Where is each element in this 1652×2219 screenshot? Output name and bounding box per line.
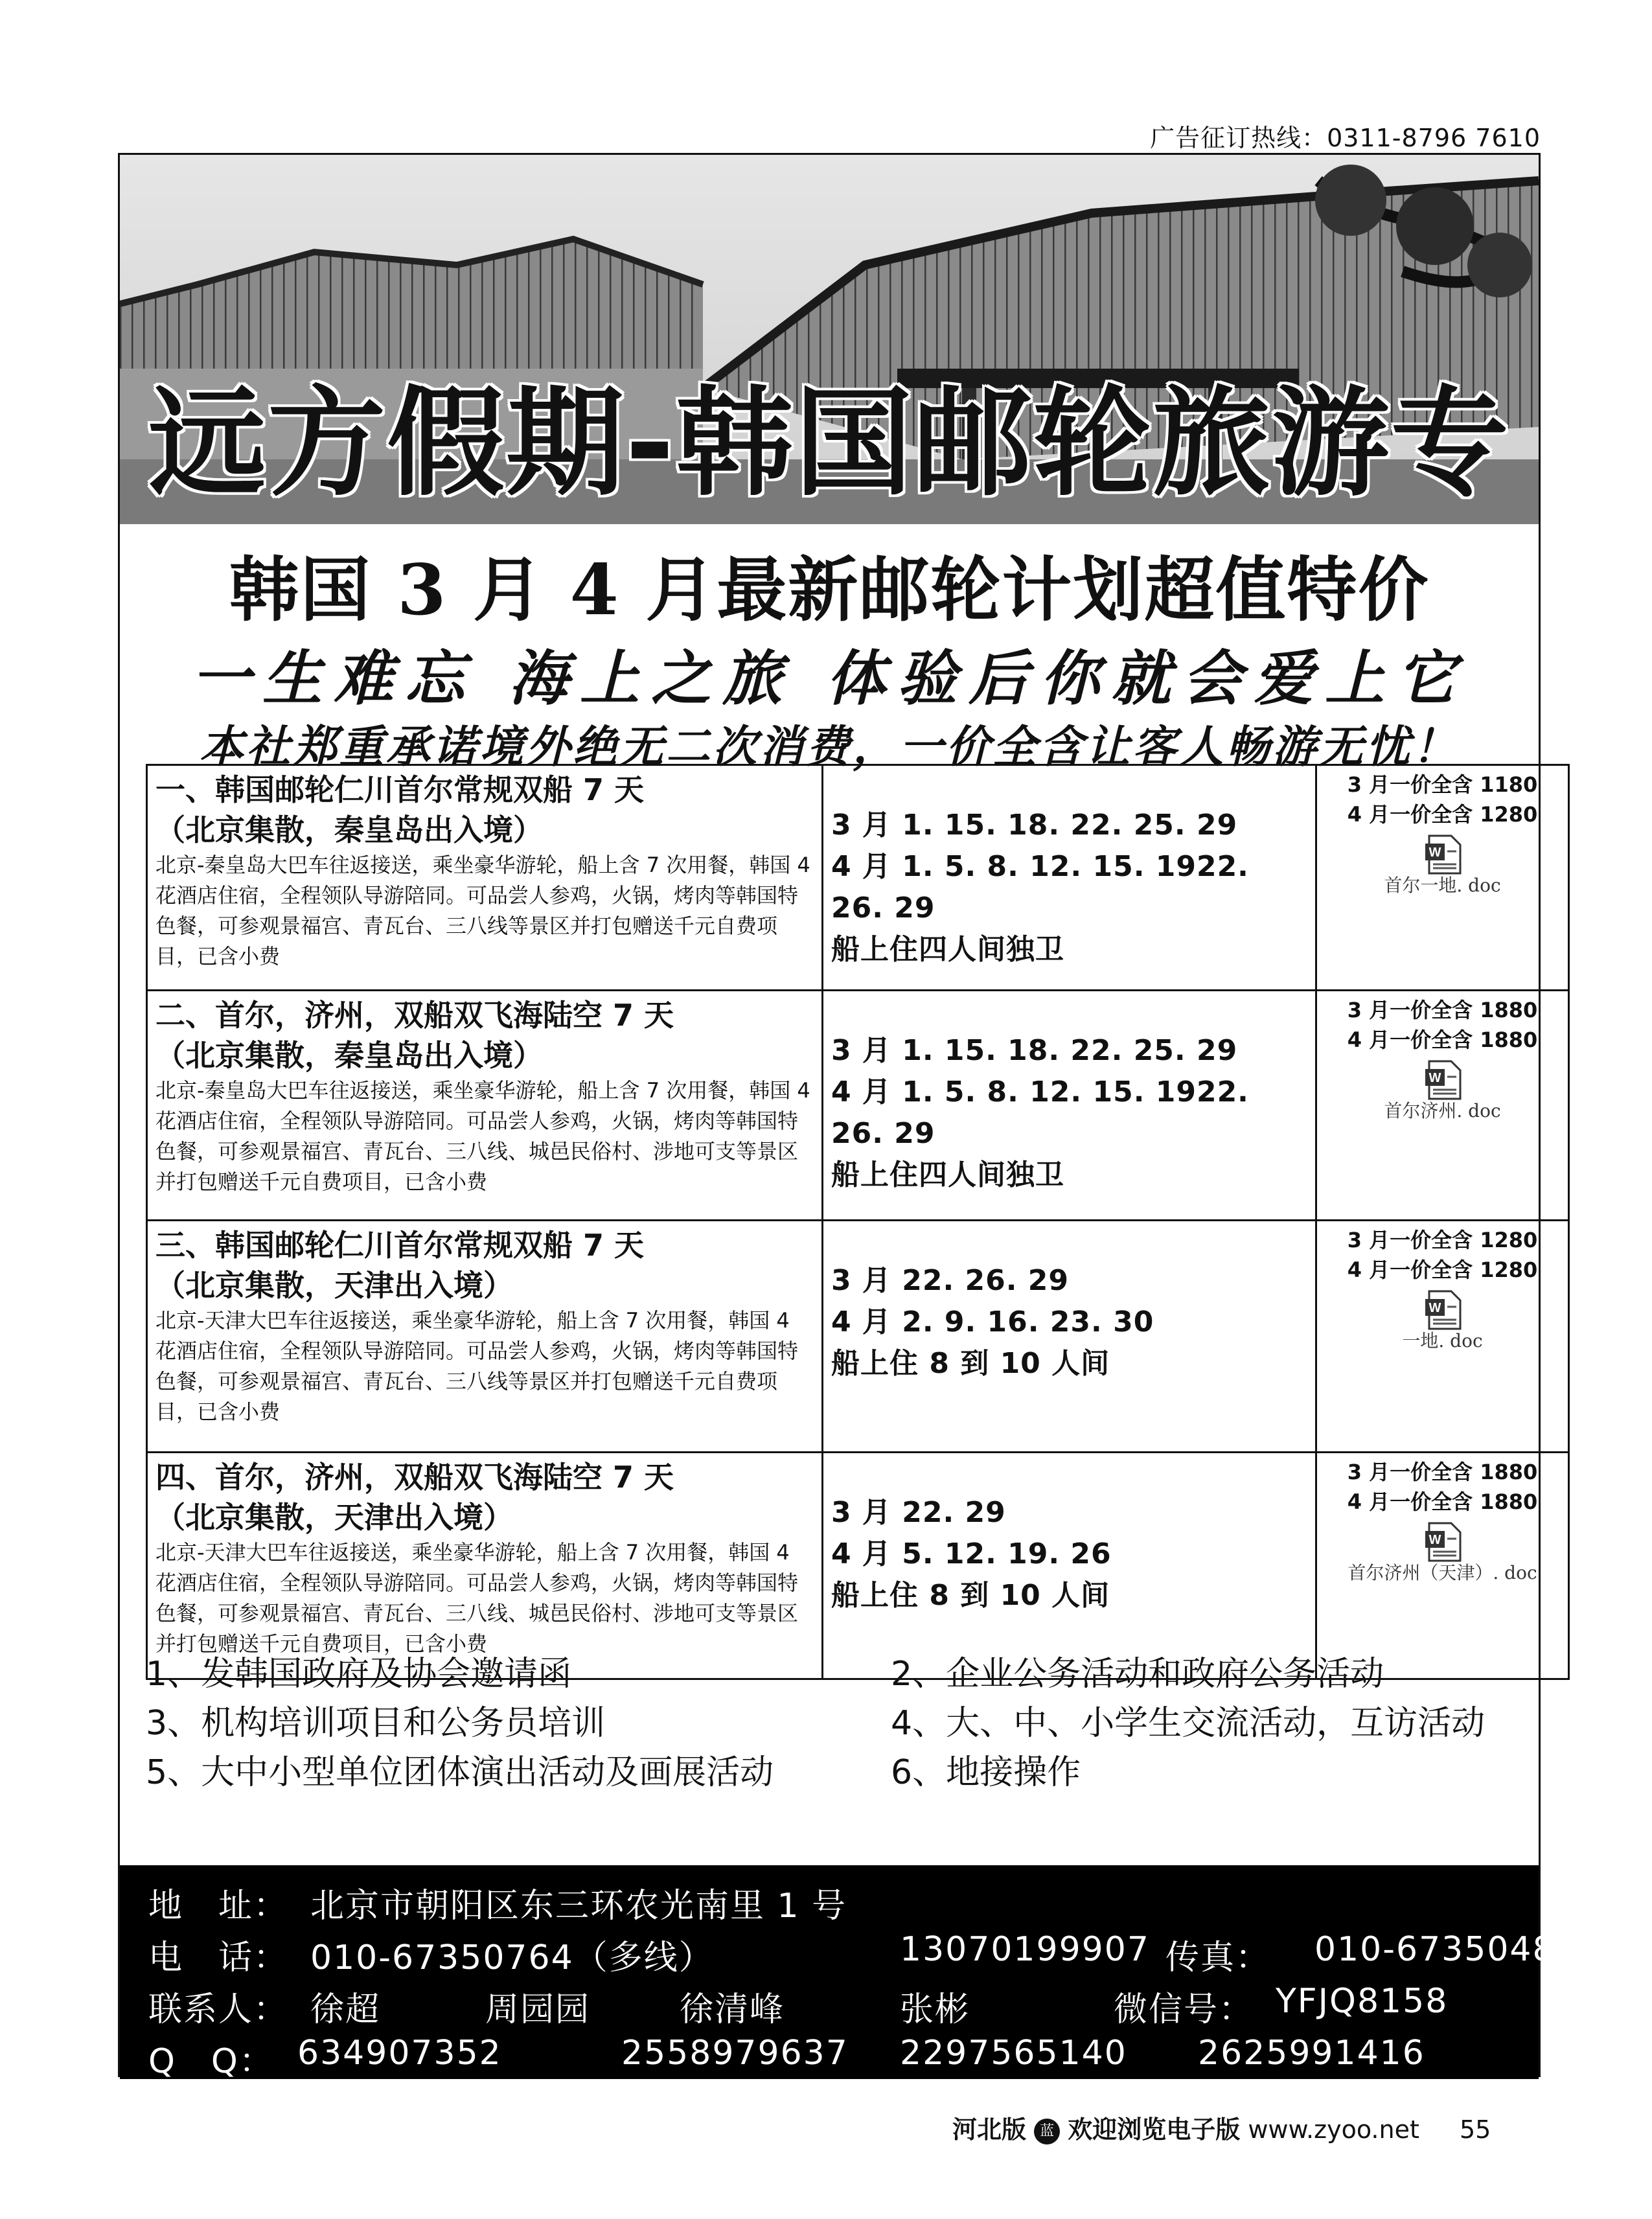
april-dates: 4 月 1. 5. 8. 12. 15. 1922. 26. 29 [831, 1075, 1249, 1150]
mobile[interactable]: 13070199907 [900, 1930, 1150, 1969]
service-item: 3、机构培训项目和公务员培训 [146, 1704, 606, 1743]
page-footer [952, 2110, 1535, 2145]
april-price: 4 月一价全含 1880 [1347, 1028, 1538, 1052]
cabin-type: 船上住 8 到 10 人间 [831, 1579, 1110, 1612]
tour-title: 四、首尔，济州，双船双飞海陆空 7 天 [155, 1460, 674, 1495]
tour-dates [823, 1453, 1316, 1679]
tour-title: 一、韩国邮轮仁川首尔常规双船 7 天 [155, 772, 645, 807]
slogan: 一生难忘 海上之旅 体验后你就会爱上它 [190, 643, 1468, 713]
banner-title: 远方假期-韩国邮轮旅游专 [148, 374, 1510, 512]
march-dates: 3 月 22. 26. 29 [831, 1264, 1070, 1297]
wechat-id: YFJQ8158 [1276, 1982, 1449, 2021]
march-price: 3 月一价全含 1880 [1347, 998, 1538, 1022]
qq-number: 2558979637 [621, 2034, 849, 2073]
tour-description: 北京-秦皇岛大巴车往返接送，乘坐豪华游轮，船上含 7 次用餐，韩国 4 花酒店住宿，全程领队导游陪同。可品尝人参鸡，火锅，烤肉等韩国特色餐，可参观景福宫、青瓦台、三八线、城邑民俗村、涉地可支等景区并打包赠送千元自费项目，已含小费 [155, 1078, 810, 1194]
april-price: 4 月一价全含 1280 [1347, 1258, 1538, 1282]
svg-text:W: W [1428, 1301, 1441, 1315]
tour-row [147, 1221, 1569, 1453]
contact-person: 徐清峰 [680, 1990, 785, 2029]
tour-info [147, 765, 823, 991]
tour-description: 北京-天津大巴车往返接送，乘坐豪华游轮，船上含 7 次用餐，韩国 4 花酒店住宿，全程领队导游陪同。可品尝人参鸡，火锅，烤肉等韩国特色餐，可参观景福宫、青瓦台、三八线等景区并打包赠送千元自费项目，已含小费 [155, 1308, 799, 1424]
phone-label: 电 话： [148, 1938, 289, 1977]
march-dates: 3 月 1. 15. 18. 22. 25. 29 [831, 1034, 1238, 1067]
welcome-text: 欢迎浏览电子版 [1068, 2115, 1241, 2144]
tour-row [147, 1453, 1569, 1679]
tour-table [146, 764, 1570, 1680]
qq-number: 2625991416 [1198, 2034, 1425, 2073]
tour-price [1316, 1453, 1569, 1679]
address-label: 地 址： [148, 1887, 289, 1926]
banner [120, 155, 1539, 524]
tour-price [1316, 991, 1569, 1221]
word-doc-icon[interactable] [1424, 1290, 1462, 1330]
word-doc-icon[interactable] [1424, 834, 1462, 875]
tour-info [147, 1453, 823, 1679]
promise: 本社郑重承诺境外绝无二次消费，一价全含让客人畅游无忧！ [199, 721, 1459, 773]
tour-price [1316, 765, 1569, 991]
tour-info [147, 1221, 823, 1453]
cabin-type: 船上住四人间独卫 [831, 933, 1064, 966]
april-dates: 4 月 2. 9. 16. 23. 30 [831, 1305, 1154, 1339]
service-item: 6、地接操作 [891, 1753, 1081, 1792]
address: 北京市朝阳区东三环农光南里 1 号 [310, 1887, 847, 1926]
cabin-type: 船上住四人间独卫 [831, 1158, 1064, 1191]
service-item: 4、大、中、小学生交流活动，互访活动 [891, 1704, 1486, 1743]
tour-departure: （北京集散，秦皇岛出入境） [155, 1038, 543, 1073]
website-link[interactable]: www.zyoo.net [1248, 2115, 1419, 2144]
march-price: 3 月一价全含 1880 [1347, 1460, 1538, 1484]
magazine-logo-icon: 蓝 [1034, 2119, 1060, 2144]
qq-number: 634907352 [297, 2034, 502, 2073]
service-item: 5、大中小型单位团体演出活动及画展活动 [146, 1753, 774, 1792]
qq-number: 2297565140 [900, 2034, 1127, 2073]
fax: 010-67350480 [1314, 1930, 1578, 1969]
doc-filename[interactable]: 首尔济州（天津）. doc [1348, 1562, 1537, 1583]
headline: 韩国 3 月 4 月最新邮轮计划超值特价 [229, 549, 1430, 631]
tour-dates [823, 765, 1316, 991]
word-doc-icon[interactable] [1424, 1522, 1462, 1562]
qq-label: Q Q： [148, 2042, 274, 2081]
phone[interactable]: 010-67350764（多线） [310, 1938, 714, 1977]
fax-label: 传真： [1165, 1938, 1271, 1977]
march-price: 3 月一价全含 1280 [1347, 1228, 1538, 1252]
tour-title: 二、首尔，济州，双船双飞海陆空 7 天 [155, 998, 674, 1033]
march-price: 3 月一价全含 1180 [1347, 772, 1538, 797]
april-price: 4 月一价全含 1880 [1347, 1489, 1538, 1514]
people-label: 联系人： [148, 1990, 289, 2029]
tour-dates [823, 1221, 1316, 1453]
page-number: 55 [1459, 2115, 1491, 2144]
tour-price [1316, 1221, 1569, 1453]
april-price: 4 月一价全含 1280 [1347, 802, 1538, 827]
tour-description: 北京-天津大巴车往返接送，乘坐豪华游轮，船上含 7 次用餐，韩国 4 花酒店住宿，全程领队导游陪同。可品尝人参鸡，火锅，烤肉等韩国特色餐，可参观景福宫、青瓦台、三八线、城邑民俗村、涉地可支等景区并打包赠送千元自费项目，已含小费 [155, 1540, 799, 1656]
ad-frame [118, 153, 1578, 2081]
march-dates: 3 月 22. 29 [831, 1496, 1006, 1529]
april-dates: 4 月 1. 5. 8. 12. 15. 1922. 26. 29 [831, 850, 1249, 925]
tour-departure: （北京集散，天津出入境） [155, 1500, 513, 1535]
tour-description: 北京-秦皇岛大巴车往返接送，乘坐豪华游轮，船上含 7 次用餐，韩国 4 花酒店住宿，全程领队导游陪同。可品尝人参鸡，火锅，烤肉等韩国特色餐，可参观景福宫、青瓦台、三八线等景区并打包赠送千元自费项目，已含小费 [155, 853, 810, 969]
tour-title: 三、韩国邮轮仁川首尔常规双船 7 天 [155, 1228, 645, 1263]
march-dates: 3 月 1. 15. 18. 22. 25. 29 [831, 809, 1238, 842]
cabin-type: 船上住 8 到 10 人间 [831, 1347, 1110, 1380]
tour-departure: （北京集散，天津出入境） [155, 1268, 513, 1303]
doc-filename[interactable]: 一地. doc [1402, 1330, 1483, 1351]
tour-info [147, 991, 823, 1221]
contact-footer [120, 1865, 1578, 2081]
doc-filename[interactable]: 首尔济州. doc [1384, 1100, 1501, 1121]
doc-filename[interactable]: 首尔一地. doc [1384, 875, 1501, 896]
tour-dates [823, 991, 1316, 1221]
contact-person: 张彬 [900, 1990, 970, 2029]
service-item: 2、企业公务活动和政府公务活动 [891, 1655, 1384, 1694]
service-item: 1、发韩国政府及协会邀请函 [146, 1655, 572, 1694]
edition-label: 河北版 [952, 2115, 1027, 2144]
tour-departure: （北京集散，秦皇岛出入境） [155, 812, 543, 847]
wechat-label: 微信号： [1114, 1990, 1254, 2029]
svg-text:W: W [1428, 1533, 1441, 1547]
contact-person: 徐超 [310, 1990, 381, 2029]
svg-text:W: W [1428, 845, 1441, 860]
svg-text:W: W [1428, 1071, 1441, 1085]
ad-hotline: 广告征订热线：0311-8796 7610 [1150, 124, 1541, 152]
contact-person: 周园园 [485, 1990, 591, 2029]
tour-row [147, 991, 1569, 1221]
word-doc-icon[interactable] [1424, 1060, 1462, 1100]
april-dates: 4 月 5. 12. 19. 26 [831, 1537, 1112, 1570]
tour-row [147, 765, 1569, 991]
